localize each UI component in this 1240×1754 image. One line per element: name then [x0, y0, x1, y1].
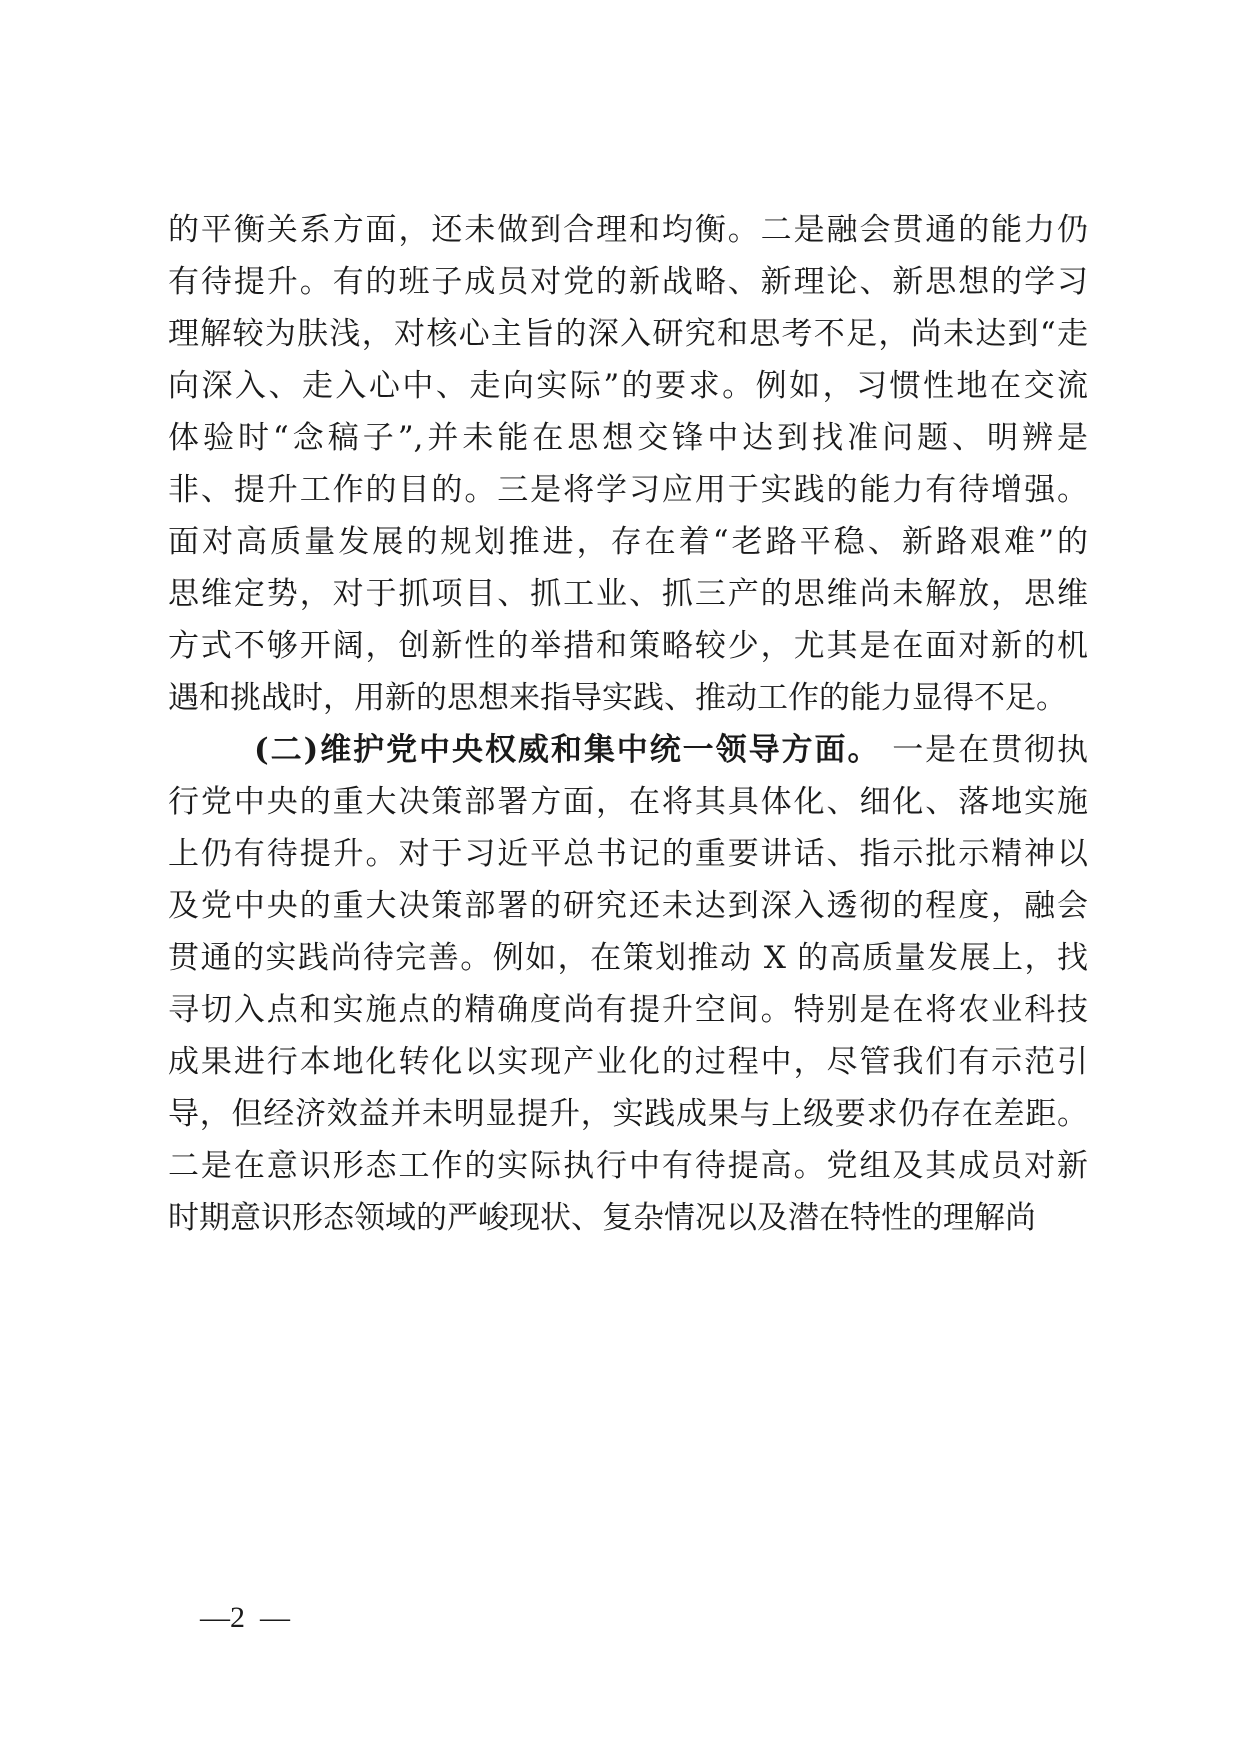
text-line: 行党中央的重大决策部署方面，在将其具体化、细化、落地实施 — [168, 784, 1088, 820]
section-heading-line — [168, 724, 1088, 776]
paragraph-1 — [168, 204, 1088, 724]
text-line: 成果进行本地化转化以实现产业化的过程中，尽管我们有示范引 — [168, 1044, 1088, 1080]
text-line: 贯通的实践尚待完善。例如，在策划推动 X 的高质量发展上，找 — [168, 940, 1088, 976]
section-heading-tail: 一是在贯彻执 — [880, 732, 1088, 768]
text-line: 时期意识形态领域的严峻现状、复杂情况以及潜在特性的理解尚 — [168, 1200, 1036, 1236]
text-line: 寻切入点和实施点的精确度尚有提升空间。特别是在将农业科技 — [168, 992, 1088, 1028]
text-line: 面对高质量发展的规划推进，存在着“老路平稳、新路艰难”的 — [168, 524, 1088, 560]
text-line: 向深入、走入心中、走向实际”的要求。例如，习惯性地在交流 — [168, 368, 1088, 404]
text-line: 遇和挑战时，用新的思想来指导实践、推动工作的能力显得不足。 — [168, 680, 1067, 716]
text-line: 二是在意识形态工作的实际执行中有待提高。党组及其成员对新 — [168, 1148, 1088, 1184]
text-line: 方式不够开阔，创新性的举措和策略较少，尤其是在面对新的机 — [168, 628, 1088, 664]
section-heading: (二)维护党中央权威和集中统一领导方面。 — [254, 732, 881, 768]
page-number: —2 — — [200, 1601, 290, 1634]
text-line: 的平衡关系方面，还未做到合理和均衡。二是融会贯通的能力仍 — [168, 212, 1088, 248]
text-line: 上仍有待提升。对于习近平总书记的重要讲话、指示批示精神以 — [168, 836, 1088, 872]
text-line: 体验时“念稿子”,并未能在思想交锋中达到找准问题、明辨是 — [168, 420, 1088, 456]
body-text — [168, 204, 1088, 1244]
paragraph-2 — [168, 724, 1088, 1244]
text-line: 有待提升。有的班子成员对党的新战略、新理论、新思想的学习 — [168, 264, 1088, 300]
text-line: 导，但经济效益并未明显提升，实践成果与上级要求仍存在差距。 — [168, 1096, 1088, 1132]
text-line: 理解较为肤浅，对核心主旨的深入研究和思考不足，尚未达到“走 — [168, 316, 1088, 352]
text-line: 及党中央的重大决策部署的研究还未达到深入透彻的程度，融会 — [168, 888, 1088, 924]
text-line: 思维定势，对于抓项目、抓工业、抓三产的思维尚未解放，思维 — [168, 576, 1088, 612]
text-line: 非、提升工作的目的。三是将学习应用于实践的能力有待增强。 — [168, 472, 1088, 508]
